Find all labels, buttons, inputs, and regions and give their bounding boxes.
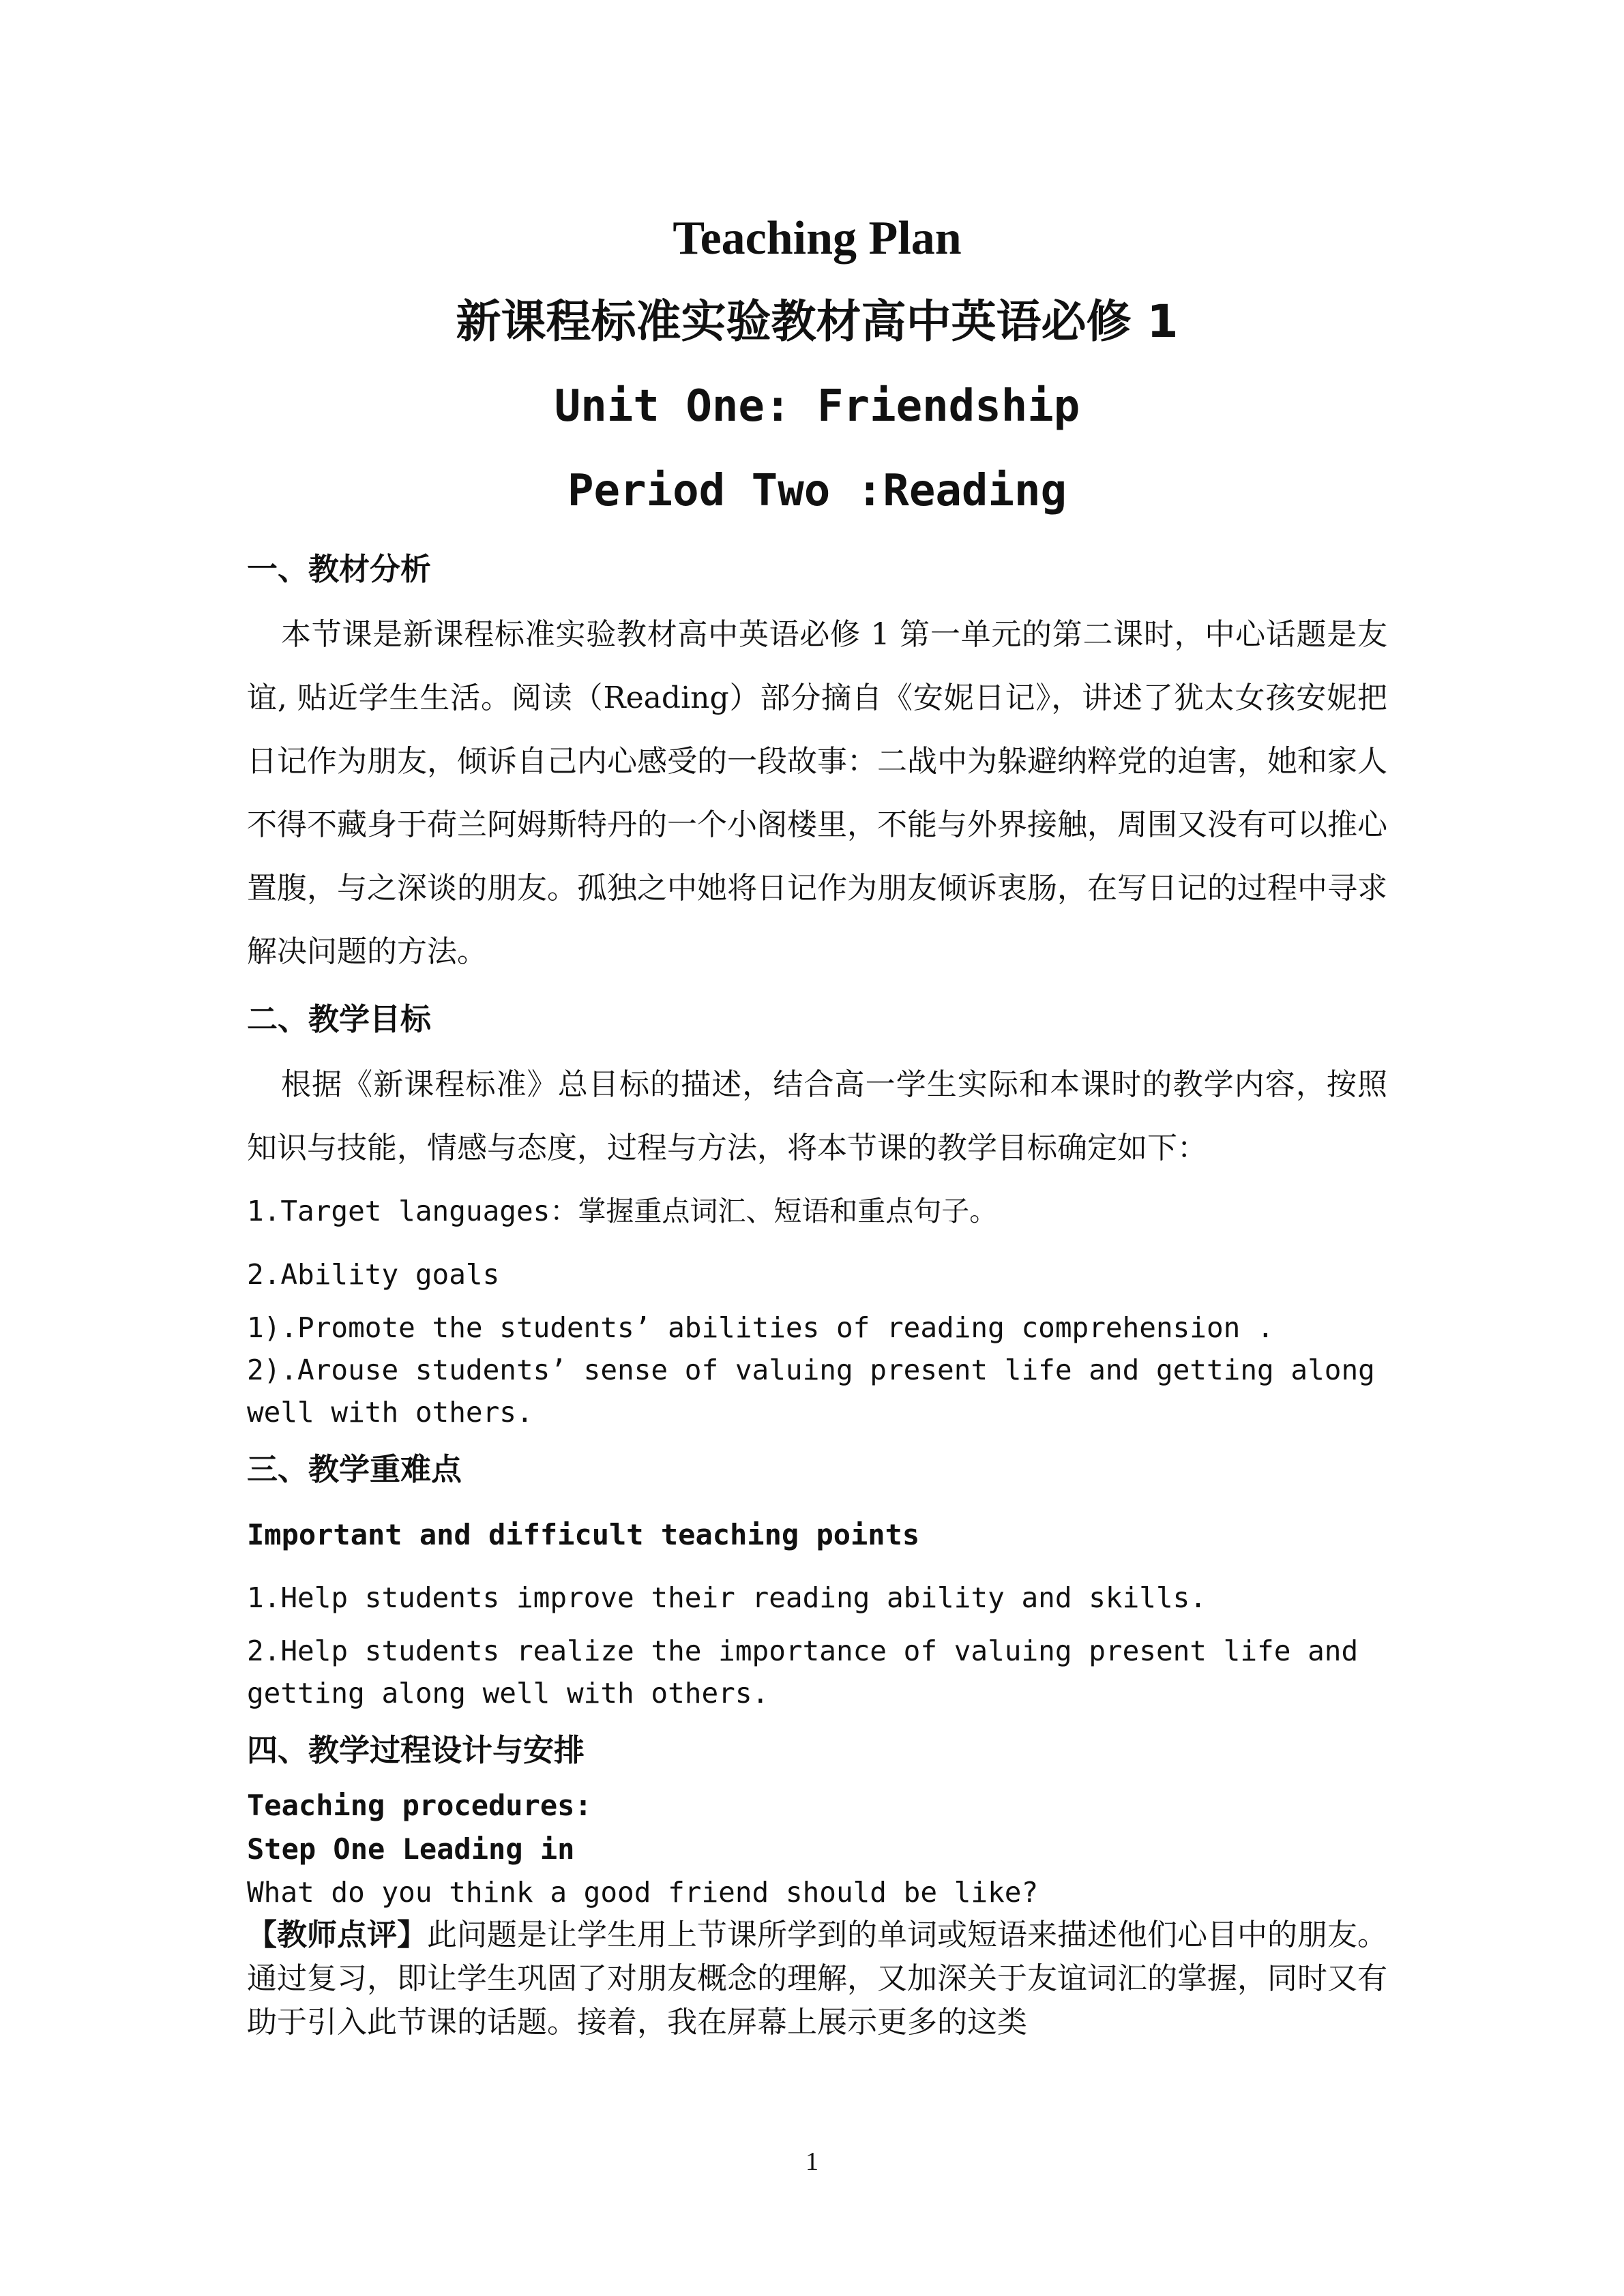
section-subheading: Important and difficult teaching points — [247, 1518, 920, 1551]
key-point-item: 1.Help students improve their reading ability and skills. — [247, 1581, 1207, 1614]
goal-subitem: 1).Promote the students’ abilities of reading comprehension . — [247, 1311, 1274, 1344]
section-paragraph: 本节课是新课程标准实验教材高中英语必修 1 第一单元的第二课时，中心话题是友谊, 贴近学生生活。阅读（Reading）部分摘自《安妮日记》，讲述了犹太女孩安妮把日记作为朋友，倾诉自己内心感受的一段故事：二战中为躲避纳粹党的迫害，她和家人不得不藏身于荷兰阿姆斯特丹的一个小阁楼里，不能与外界接触，周围又没有可以推心置腹，与之深谈的朋友。孤独之中她将日记作为朋友倾诉衷肠，在写日记的过程中寻求解决问题的方法。 — [247, 617, 1387, 969]
document-body — [247, 205, 1387, 2044]
section-key-points — [247, 1443, 1387, 1714]
document-subtitle: 新课程标准实验教材高中英语必修 1 — [456, 295, 1179, 348]
lead-in-question: What do you think a good friend should be like? — [247, 1876, 1039, 1909]
section-paragraph: 根据《新课程标准》总目标的描述，结合高一学生实际和本课时的教学内容，按照知识与技能，情感与态度，过程与方法，将本节课的教学目标确定如下： — [247, 1067, 1387, 1165]
section-heading: 二、教学目标 — [247, 1001, 432, 1037]
procedures-label: Teaching procedures: — [247, 1789, 592, 1822]
unit-title: Unit One: Friendship — [554, 381, 1080, 432]
page-number: 1 — [806, 2147, 818, 2176]
teacher-comment-tag: 【教师点评】 — [247, 1918, 427, 1952]
teacher-comment-text: 此问题是让学生用上节课所学到的单词或短语来描述他们心目中的朋友。通过复习，即让学生巩固了对朋友概念的理解，又加深关于友谊词汇的掌握，同时又有助于引入此节课的话题。接着，我在屏幕上展示更多的这类 — [247, 1918, 1387, 2040]
teacher-comment — [247, 1913, 1387, 2044]
period-title: Period Two :Reading — [567, 466, 1067, 516]
goal-item: 1.Target languages：掌握重点词汇、短语和重点句子。 — [247, 1195, 998, 1227]
section-heading: 三、教学重难点 — [247, 1451, 462, 1487]
document-title: Teaching Plan — [673, 212, 962, 265]
section-heading: 四、教学过程设计与安排 — [247, 1732, 585, 1768]
section-teaching-process — [247, 1724, 1387, 2044]
key-point-item: 2.Help students realize the importance of valuing present life and getting along well with others. — [247, 1635, 1359, 1710]
step-label: Step One Leading in — [247, 1832, 575, 1866]
goal-item: 2.Ability goals — [247, 1258, 500, 1291]
section-teaching-goals — [247, 993, 1387, 1433]
section-textbook-analysis — [247, 543, 1387, 983]
section-heading: 一、教材分析 — [247, 551, 432, 587]
goal-subitem: 2).Arouse students’ sense of valuing present life and getting along well with others. — [247, 1354, 1375, 1429]
